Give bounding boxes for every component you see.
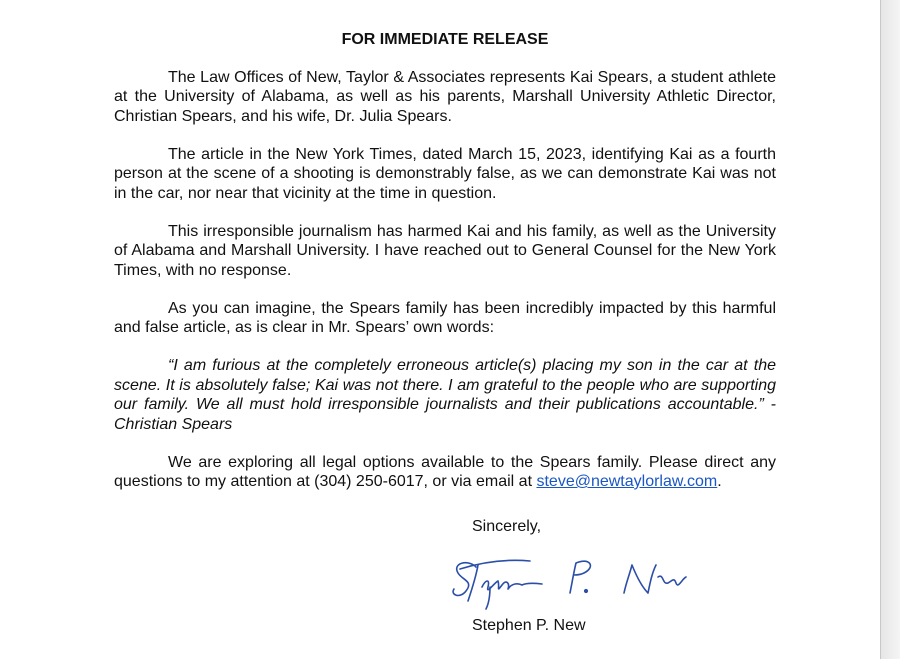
paragraph-article-claim: The article in the New York Times, dated March 15, 2023, identifying Kai as a fourth person at the scene of a shooting is demonstrably false, as we can demonstrate Kai was not in the car, nor near that vicinity at the time in question. — [114, 145, 776, 202]
email-link[interactable]: steve@newtaylorlaw.com — [536, 473, 718, 490]
contact-text: We are exploring all legal options available to the Spears family. Please direct any questions to my attention at (304) 250-6017, or via email at — [114, 453, 776, 490]
contact-period: . — [717, 473, 722, 490]
press-release-body — [114, 28, 776, 510]
handwritten-signature — [446, 553, 696, 615]
paragraph-family-impact: As you can imagine, the Spears family has been incredibly impacted by this harmful and false article, as is clear in Mr. Spears’ own words: — [114, 299, 776, 336]
page-edge — [881, 0, 900, 659]
paragraph-journalism-harm: This irresponsible journalism has harmed Kai and his family, as well as the University of Alabama and Marshall University. I have reached out to General Counsel for the New York Times, with no response. — [114, 222, 776, 279]
document-title: FOR IMMEDIATE RELEASE — [341, 31, 549, 48]
closing-salutation: Sincerely, — [472, 518, 542, 535]
paragraph-contact — [114, 453, 776, 492]
signer-name: Stephen P. New — [472, 617, 586, 634]
quote-christian-spears: “I am furious at the completely erroneous article(s) placing my son in the car at the scene. It is absolutely false; Kai was not there. I am grateful to the people who are supporting our family. We all must hold irresponsible journalists and their publications accountable.” -Christian Spears — [114, 357, 776, 433]
paragraph-representation: The Law Offices of New, Taylor & Associates represents Kai Spears, a student athlete at the University of Alabama, as well as his parents, Marshall University Athletic Director, Christian Spears, and his wife, Dr. Julia Spears. — [114, 68, 776, 125]
